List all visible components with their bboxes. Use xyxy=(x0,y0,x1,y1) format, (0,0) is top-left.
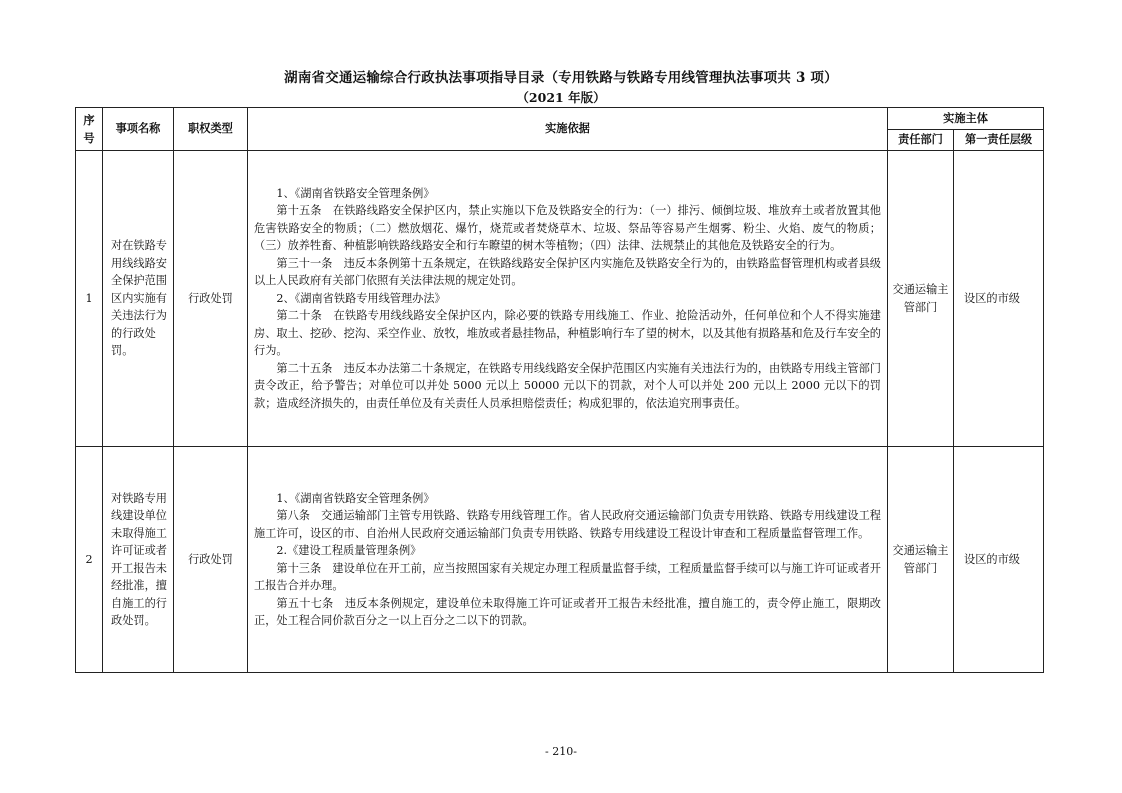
responsibility-level: 设区的市级 xyxy=(954,151,1044,447)
basis-article: 第十五条 在铁路线路安全保护区内，禁止实施以下危及铁路安全的行为：（一）排污、倾倒垃圾、堆放弃土或者放置其他危害铁路安全的物质；（二）燃放烟花、爆竹，烧荒或者焚烧草木、垃圾、祭品等容易产生烟雾、粉尘、火焰、废气的物质；（三）放养牲畜、种植影响铁路线路安全和行车瞭望的树木等植物；（四）法律、法规禁止的其他危及铁路安全的行为。 xyxy=(254,204,881,253)
basis-article: 第二十五条 违反本办法第二十条规定，在铁路专用线线路安全保护范围区内实施有关违法行为的，由铁路专用线主管部门责令改正，给予警告；对单位可以并处 5000 元以上 50000 元以下的罚款，对个人可以并处 200 元以上 2000 元以下的罚款；造成经济损失的，由责任单位及有关责任人员承担赔偿责任；构成犯罪的，依法追究刑事责任。 xyxy=(254,361,881,410)
document-subtitle: （2021 年版） xyxy=(516,90,606,105)
basis-article: 第二十条 在铁路专用线线路安全保护区内，除必要的铁路专用线施工、作业、抢险活动外，任何单位和个人不得实施建房、取土、挖砂、挖沟、采空作业、放牧，堆放或者悬挂物品，种植影响行车了望的树木，以及其他有损路基和危及行车安全的行为。 xyxy=(254,309,881,358)
item-name: 对铁路专用线建设单位未取得施工许可证或者开工报告未经批准，擅自施工的行政处罚。 xyxy=(103,447,174,673)
basis-law-title: 1、《湖南省铁路安全管理条例》 xyxy=(276,186,435,200)
header-no xyxy=(76,108,103,151)
basis-article: 第八条 交通运输部门主管专用铁路、铁路专用线管理工作。省人民政府交通运输部门负责专用铁路、铁路专用线建设工程施工许可，设区的市、自治州人民政府交通运输部门负责专用铁路、铁路专用线建设工程设计审查和工程质量监督管理工作。 xyxy=(254,509,881,540)
responsible-department: 交通运输主管部门 xyxy=(888,151,954,447)
authority-type: 行政处罚 xyxy=(174,447,248,673)
basis-article: 第五十七条 违反本条例规定，建设单位未取得施工许可证或者开工报告未经批准，擅自施工的，责令停止施工，限期改正，处工程合同价款百分之一以上百分之二以下的罚款。 xyxy=(254,596,881,627)
header-level: 第一责任层级 xyxy=(954,130,1044,151)
page-number: - 210- xyxy=(545,745,577,758)
item-name: 对在铁路专用线线路安全保护范围区内实施有关违法行为的行政处罚。 xyxy=(103,151,174,447)
basis-article: 第三十一条 违反本条例第十五条规定，在铁路线路安全保护区内实施危及铁路安全行为的，由铁路监督管理机构或者县级以上人民政府有关部门依照有关法律法规的规定处罚。 xyxy=(254,256,881,288)
responsible-department: 交通运输主管部门 xyxy=(888,447,954,673)
legal-basis xyxy=(248,447,888,673)
header-name: 事项名称 xyxy=(103,108,174,151)
legal-basis xyxy=(248,151,888,447)
enforcement-catalog-table xyxy=(75,107,1044,673)
basis-law-title: 2.《建设工程质量管理条例》 xyxy=(276,544,422,557)
document-title: 湖南省交通运输综合行政执法事项指导目录（专用铁路与铁路专用线管理执法事项共 3 项） xyxy=(284,70,838,86)
header-type: 职权类型 xyxy=(174,108,248,151)
header-basis: 实施依据 xyxy=(248,108,888,151)
header-row-1 xyxy=(76,108,1044,130)
basis-article: 第十三条 建设单位在开工前，应当按照国家有关规定办理工程质量监督手续，工程质量监督手续可以与施工许可证或者开工报告合并办理。 xyxy=(254,561,881,592)
basis-law-title: 2、《湖南省铁路专用线管理办法》 xyxy=(276,291,446,305)
basis-law-title: 1、《湖南省铁路安全管理条例》 xyxy=(276,491,435,505)
row-number: 2 xyxy=(76,447,103,673)
header-subject: 实施主体 xyxy=(888,108,1044,130)
row-number: 1 xyxy=(76,151,103,447)
table-row xyxy=(76,151,1044,447)
table-row xyxy=(76,447,1044,673)
authority-type: 行政处罚 xyxy=(174,151,248,447)
header-dept: 责任部门 xyxy=(888,130,954,151)
header-no-label: 序号 xyxy=(83,112,95,145)
responsibility-level: 设区的市级 xyxy=(954,447,1044,673)
